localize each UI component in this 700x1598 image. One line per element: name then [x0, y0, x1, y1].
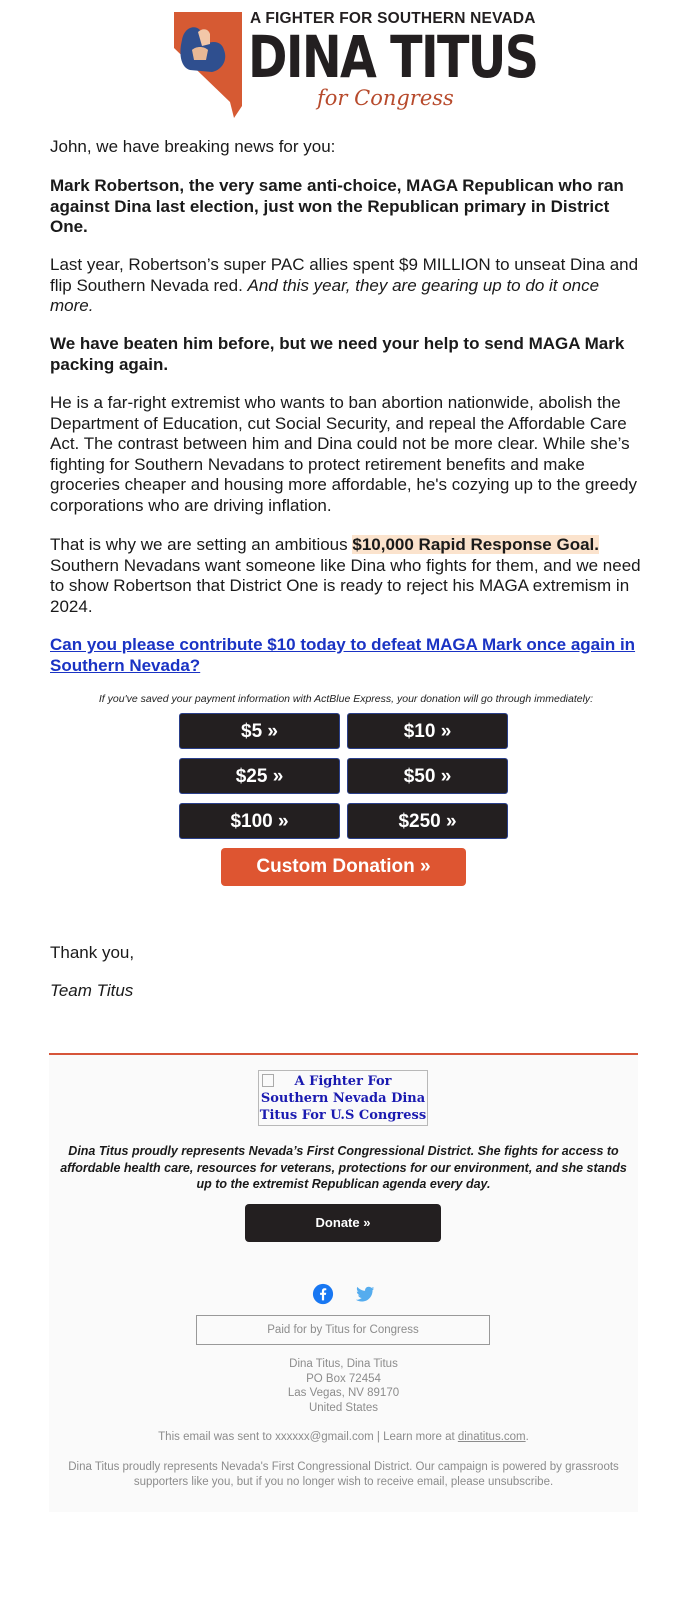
paid-for-box: Paid for by Titus for Congress — [196, 1315, 490, 1345]
paragraph-4-text: He is a far-right extremist who wants to ban abortion nationwide, abolish the Department of Education, cut Social Security, and repeal the Affordable Care Act. The contrast between him and Dina could not be more clear. While she’s fighting for Southern Nevadans to protect retirement benefits and make groceries cheaper and housing more affordable, he's cozying up to the greedy corporations who are driving inflation. — [50, 393, 637, 515]
footer-logo-alt-text: A Fighter For Southern Nevada Dina Titus For U.S Congress — [259, 1074, 427, 1123]
paragraph-5-text-cont: Southern Nevadans want someone like Dina who fights for them, and we need to show Robertson that District One is ready to reject his MAGA extremism in 2024. — [50, 555, 641, 616]
campaign-logo — [172, 8, 538, 120]
paragraph-2 — [50, 255, 642, 317]
goal-highlight: $10,000 Rapid Response Goal. — [352, 535, 599, 554]
logo-name: DINA TITUS — [248, 23, 538, 91]
sent-to-line — [49, 1431, 638, 1443]
broken-image-icon — [262, 1074, 274, 1087]
footer-logo-image[interactable] — [258, 1070, 428, 1126]
donate-5-button[interactable]: $5 » — [179, 713, 340, 749]
twitter-icon[interactable] — [354, 1283, 376, 1305]
donate-10-button[interactable]: $10 » — [347, 713, 508, 749]
paragraph-2-italic: And this year, they are gearing up to do it once more. — [50, 275, 600, 315]
footer-legal-text: Dina Titus proudly represents Nevada's First Congressional District. Our campaign is powered by grassroots supporters like you, but if you no longer wish to receive email, please unsubscribe. — [68, 1461, 619, 1488]
paragraph-3-text: We have beaten him before, but we need your help to send MAGA Mark packing again. — [50, 334, 625, 374]
signoff: Team Titus — [50, 981, 134, 1000]
website-link[interactable]: dinatitus.com — [457, 1431, 526, 1443]
greeting — [50, 137, 642, 158]
paragraph-1 — [50, 176, 642, 238]
sent-to-period: . — [525, 1431, 529, 1443]
paragraph-2-text: Last year, Robertson’s super PAC allies spent $9 MILLION to unseat Dina and flip Southern Nevada red. — [50, 255, 639, 295]
cta — [50, 635, 642, 676]
contribute-link[interactable]: Can you please contribute $10 today to defeat MAGA Mark once again in Southern Nevada? — [50, 635, 636, 675]
donate-100-button[interactable]: $100 » — [179, 803, 340, 839]
greeting-text: John, we have breaking news for you: — [50, 137, 336, 156]
actblue-express-note: If you've saved your payment information with ActBlue Express, your donation will go through immediately: — [98, 693, 594, 705]
footer — [49, 1053, 638, 1512]
address-line: Las Vegas, NV 89170 — [287, 1387, 400, 1399]
paragraph-1-text: Mark Robertson, the very same anti-choice, MAGA Republican who ran against Dina last election, just won the Republican primary in District One. — [50, 176, 624, 236]
thank-you: Thank you, — [50, 943, 135, 962]
paragraph-5 — [50, 535, 642, 617]
paragraph-4 — [50, 393, 642, 516]
paragraph-3 — [50, 334, 642, 375]
address-line: United States — [308, 1401, 379, 1414]
donate-50-button[interactable]: $50 » — [347, 758, 508, 794]
address-line: Dina Titus, Dina Titus — [289, 1358, 398, 1370]
facebook-icon[interactable] — [312, 1283, 334, 1305]
logo-subtitle: for Congress — [317, 86, 454, 110]
mailing-address — [49, 1357, 638, 1415]
nevada-state-logo-icon — [172, 10, 248, 120]
footer-donate-button[interactable]: Donate » — [245, 1204, 441, 1242]
donate-25-button[interactable]: $25 » — [179, 758, 340, 794]
logo-tagline: A FIGHTER FOR SOUTHERN NEVADA — [250, 10, 536, 27]
custom-donation-button[interactable]: Custom Donation » — [221, 848, 466, 886]
paragraph-5-text: That is why we are setting an ambitious — [50, 535, 353, 554]
sent-to-text: This email was sent to xxxxxx@gmail.com | Learn more at — [158, 1431, 458, 1443]
footer-description: Dina Titus proudly represents Nevada’s First Congressional District. She fights for access to affordable health care, resources for veterans, protections for our environment, and she stands up to the extremist Republican agenda every day. — [60, 1144, 627, 1191]
donate-250-button[interactable]: $250 » — [347, 803, 508, 839]
address-line: PO Box 72454 — [306, 1372, 381, 1385]
